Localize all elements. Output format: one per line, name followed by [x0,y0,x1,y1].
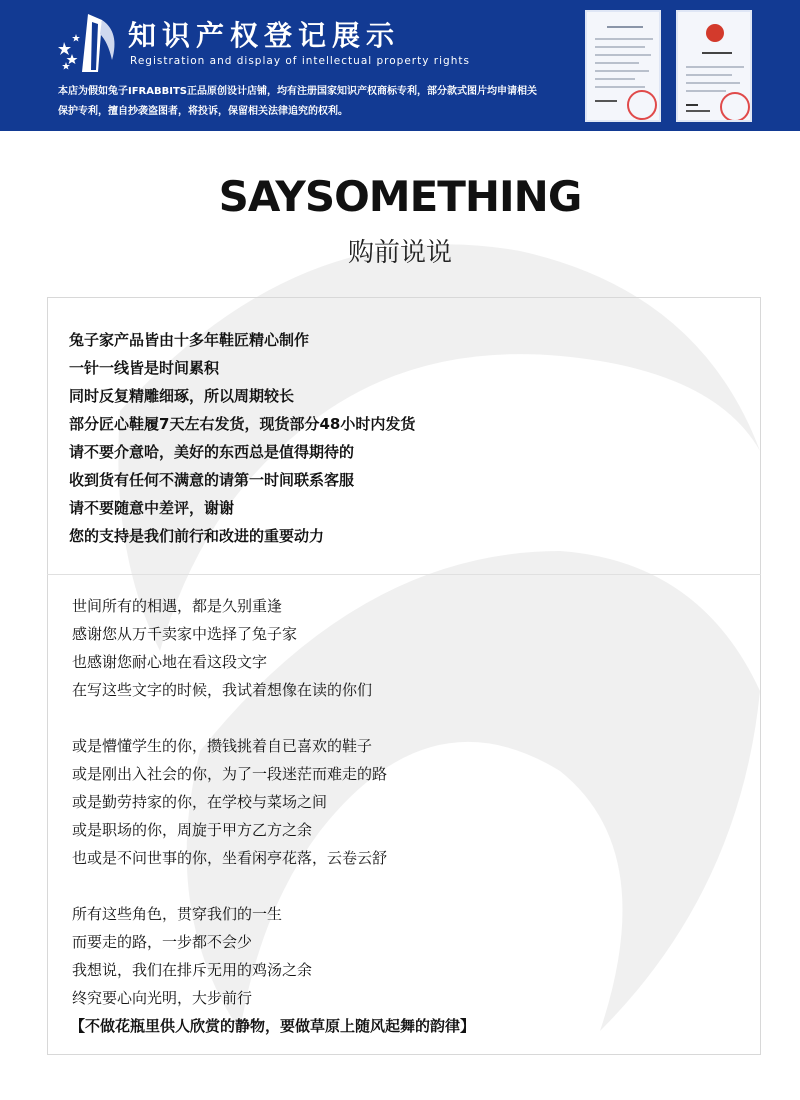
letter-line: 或是刚出入社会的你，为了一段迷茫而难走的路 [72,765,388,783]
notice-line: 一针一线皆是时间累积 [69,359,220,377]
letter-line: 终究要心向光明，大步前行 [72,989,253,1007]
banner-notice-line: 保护专利，擅自抄袭盗图者，将投诉，保留相关法律追究的权利。 [58,106,348,117]
page-heading: SAYSOMETHING [218,172,582,221]
national-emblem-icon [706,24,724,42]
page-subheading: 购前说说 [347,238,452,268]
letter-line: 也感谢您耐心地在看这段文字 [72,653,268,671]
notice-line: 请不要随意中差评，谢谢 [69,499,235,517]
letter-line: 也或是不问世事的你，坐看闲亭花落，云卷云舒 [72,849,388,867]
letter-line: 而要走的路，一步都不会少 [72,933,253,951]
banner-notice-line: 本店为假如兔子IFRABBITS正品原创设计店铺，均有注册国家知识产权商标专利，部分款式图片均申请相关 [58,86,537,97]
banner-subtitle: Registration and display of intellectual property rights [130,55,470,67]
section-divider [47,574,761,575]
notice-line: 您的支持是我们前行和改进的重要动力 [69,527,325,545]
ip-logo-icon [58,12,120,74]
design-patent-certificate-image [585,10,661,122]
notice-line: 部分匠心鞋履7天左右发货，现货部分48小时内发货 [69,415,416,433]
notice-line: 同时反复精雕细琢，所以周期较长 [69,387,295,405]
letter-line: 或是懵懂学生的你，攒钱挑着自已喜欢的鞋子 [72,737,373,755]
letter-line: 所有这些角色，贯穿我们的一生 [72,905,283,923]
closing-slogan: 【不做花瓶里供人欣赏的静物，要做草原上随风起舞的韵律】 [70,1017,476,1035]
brand-letter-section [72,592,732,1040]
letter-line: 我想说，我们在排斥无用的鸡汤之余 [72,961,313,979]
banner-notice [58,82,558,122]
ip-banner [0,0,800,131]
letter-line: 或是勤劳持家的你，在学校与菜场之间 [72,793,328,811]
notice-line: 兔子家产品皆由十多年鞋匠精心制作 [69,331,310,349]
notice-line: 收到货有任何不满意的请第一时间联系客服 [69,471,355,489]
letter-line: 世间所有的相遇，都是久别重逢 [72,597,283,615]
banner-title: 知识产权登记展示 [128,19,401,52]
trademark-certificate-image [676,10,752,122]
shipping-notice-section [69,326,729,550]
letter-line: 感谢您从万千卖家中选择了兔子家 [72,625,298,643]
letter-line: 在写这些文字的时候，我试着想像在读的你们 [72,681,373,699]
letter-line: 或是职场的你，周旋于甲方乙方之余 [72,821,313,839]
notice-line: 请不要介意哈，美好的东西总是值得期待的 [69,443,355,461]
